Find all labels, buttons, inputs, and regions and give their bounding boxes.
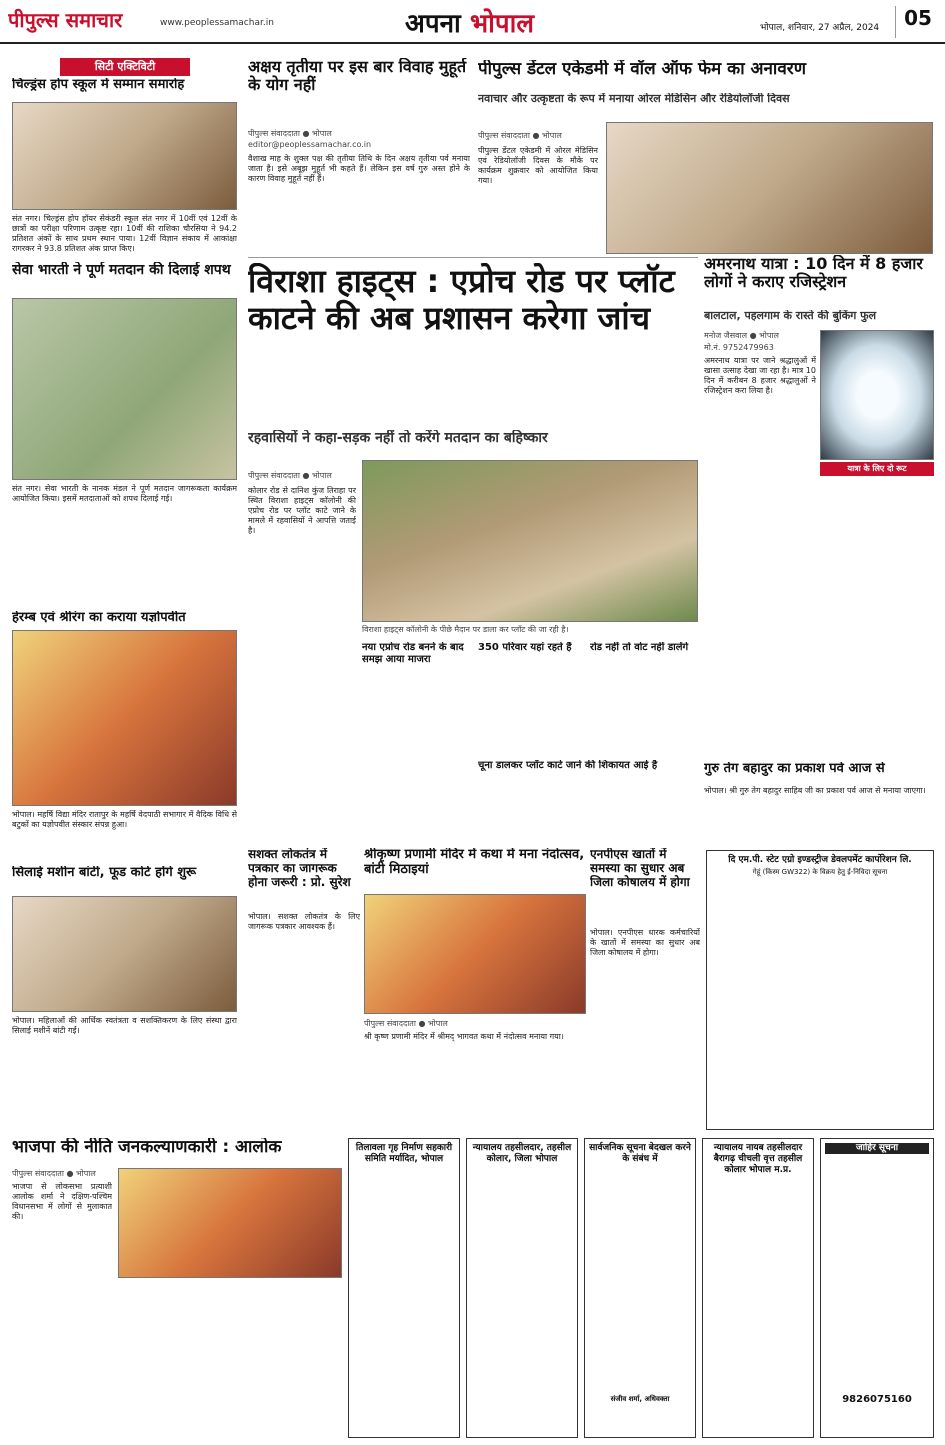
mp-agro-tender-ad [706, 850, 934, 1130]
amarnath-mobile: मो.नं. 9752479963 [704, 343, 774, 352]
dental-byline: पीपुल्स संवाददाता ● भोपाल [478, 131, 562, 140]
story-dental-subhead: नवाचार और उत्कृष्टता के रूप में मनाया ओरल मेडिसिन और रेडियोलॉजी दिवस [478, 93, 790, 105]
story-silai-head: सिलाई मशीन बांटी, फूड कोर्ट होंगे शुरू [12, 866, 197, 880]
divider [248, 257, 698, 258]
notice-jahir [820, 1138, 934, 1438]
virasha-side-head-2: रोड नहीं तो वोट नहीं डालेंगे [590, 642, 689, 653]
notice-jahir-title: जाहिर सूचना [825, 1143, 929, 1154]
notice-bairagarh-title: न्यायालय नायब तहसीलदार बैरागढ़ चीचली वृत्त तहसील कोलार भोपाल म.प्र. [713, 1143, 803, 1175]
story-amarnath-subhead: बालटाल, पहलगाम के रास्ते की बुकिंग फुल [704, 310, 877, 322]
bjp-photo [118, 1168, 342, 1278]
dateline: भोपाल, शनिवार, 27 अप्रैल, 2024 [760, 23, 880, 33]
amarnath-byline: मनोज जैसवाल ● भोपाल [704, 331, 779, 340]
story-dental-head: पीपुल्स डेंटल एकेडमी में वॉल ऑफ फेम का अनावरण [478, 60, 807, 79]
story-virasha-subhead: रहवासियों ने कहा-सड़क नहीं तो करेंगे मतदान का बहिष्कार [248, 430, 548, 446]
notice-tilawala-title: तिलावला गृह निर्माण सहकारी समिति मर्यादित, भोपाल [355, 1143, 453, 1164]
virasha-road-photo [362, 460, 698, 622]
virasha-byline: पीपुल्स संवाददाता ● भोपाल [248, 471, 332, 480]
notice-public-title: सार्वजनिक सूचना बेदखल करने के संबंध में [589, 1143, 691, 1164]
story-silai-body: भोपाल। महिलाओं की आर्थिक स्वतंत्रता व सशक्तिकरण के लिए संस्था द्वारा सिलाई मशीनें बांटी गईं। [12, 1016, 237, 1035]
notice-tilawala [348, 1138, 460, 1438]
story-seva-bharati-head: सेवा भारती ने पूर्ण मतदान की दिलाई शपथ [12, 262, 231, 278]
virasha-side-head-4: नया एप्रोच रोड बनने के बाद समझ आया माजरा [362, 642, 464, 665]
story-nps-body: भोपाल। एनपीएस धारक कर्मचारियों के खातों में समस्या का सुधार अब जिला कोषालय में होगा। [590, 928, 700, 957]
notice-public-name: संजीव शर्मा, अधिवक्ता [610, 1394, 670, 1403]
krishna-mandir-photo [364, 894, 586, 1014]
story-nps-head: एनपीएस खातों में समस्या का सुधार अब जिला कोषालय में होगा [590, 848, 690, 889]
story-loktantra-head: सशक्त लोकतंत्र में पत्रकार का जागरूक होना जरूरी : प्रो. सुरेश [248, 848, 351, 889]
story-guru-body: भोपाल। श्री गुरु तेग बहादुर साहिब जी का प्रकाश पर्व आज से मनाया जाएगा। [704, 786, 926, 795]
virasha-side-head-1: 350 परिवार यहां रहते हैं [478, 642, 572, 653]
story-yagyopavit-head: हेरम्ब एवं श्रीरंग का कराया यज्ञोपवीत [12, 611, 186, 625]
story-amarnath-head: अमरनाथ यात्रा : 10 दिन में 8 हजार लोगों ने कराए रजिस्ट्रेशन [704, 255, 923, 292]
story-krishna-head: श्रीकृष्ण प्रणामी मंदिर में कथा में मना नंदोत्सव, बांटी मिठाइयां [364, 848, 585, 877]
site-url: www.peoplessamachar.in [160, 18, 274, 28]
story-seva-bharati-body: संत नगर। सेवा भारती के नानक मंडल ने पूर्ण मतदान जागरूकता कार्यक्रम आयोजित किया। इसमें मतदाताओं को शपथ दिलाई गई। [12, 484, 237, 503]
school-photo [12, 102, 237, 210]
city-activity-tag: सिटी एक्टिविटी [60, 58, 190, 76]
krishna-byline: पीपुल्स संवाददाता ● भोपाल [364, 1019, 448, 1028]
story-akshaya-head: अक्षय तृतीया पर इस बार विवाह मुहूर्त के योग नहीं [248, 58, 467, 95]
story-virasha-body: कोलार रोड से दानिश कुंज तिराहा पर स्थित विराशा हाइट्स कॉलोनी की एप्रोच रोड पर प्लॉट काटे जाने के मामले में रहवासियों ने आपत्ति जताई है। [248, 486, 356, 535]
story-children-hope-body: संत नगर। चिल्ड्रंस होप हॉयर सेकंडरी स्कूल संत नगर में 10वीं एवं 12वीं के छात्रों का परीक्षा परिणाम उत्कृष्ट रहा। 10वीं की राशिका चौरसिया ने 94.2 प्रतिशत अंकों के साथ प्रथम स्थान पाया। 12वीं विज्ञान संकाय में आकांक्षा रागरकर ने 93.8 प्रतिशत अंक प्राप्त किए। [12, 214, 237, 253]
notice-public [584, 1138, 696, 1438]
story-bjp-head: भाजपा की नीति जनकल्याणकारी : आलोक [12, 1138, 282, 1157]
notice-tehsil-kolar-title: न्यायालय तहसीलदार, तहसील कोलार, जिला भोपाल [472, 1143, 572, 1164]
brand-logo: पीपुल्स समाचार [8, 8, 123, 32]
page-number: 05 [895, 6, 940, 38]
story-loktantra-body: भोपाल। सशक्त लोकतंत्र के लिए जागरूक पत्रकार आवश्यक हैं। [248, 912, 360, 931]
akshaya-byline: पीपुल्स संवाददाता ● भोपाल [248, 129, 332, 138]
virasha-photo-caption: विराशा हाइट्स कॉलोनी के पीछे मैदान पर डाला कर प्लॉट की जा रही है। [362, 625, 569, 634]
seva-bharati-photo [12, 298, 237, 480]
story-guru-head: गुरु तेग बहादुर का प्रकाश पर्व आज से [704, 762, 885, 776]
notice-jahir-contact: 9826075160 [842, 1393, 912, 1405]
bjp-byline: पीपुल्स संवाददाता ● भोपाल [12, 1169, 96, 1178]
dental-photo [606, 122, 933, 254]
yagyopavit-photo [12, 630, 237, 806]
silai-photo [12, 896, 237, 1012]
amarnath-caption: यात्रा के लिए दो रूट [820, 462, 934, 476]
notice-bairagarh [702, 1138, 814, 1438]
mp-agro-subtitle: गेहूं (किस्म GW322) के विक्रय हेतु ई-निविदा सूचना [752, 867, 888, 876]
virasha-side-head-3: चूना डालकर प्लॉट काटे जाने की शिकायत आई है [478, 760, 658, 771]
story-akshaya-body: वैशाख माह के शुक्ल पक्ष की तृतीया तिथि के दिन अक्षय तृतीया पर्व मनाया जाता है। इसे अबूझ मुहूर्त भी कहते हैं। लेकिन इस वर्ष गुरु अस्त होने के कारण विवाह मुहूर्त नहीं हैं। [248, 154, 470, 183]
story-yagyopavit-body: भोपाल। महर्षि विद्या मंदिर रातापुर के महर्षि वेदपाठी सभागार में वैदिक विधि से बटुकों का यज्ञोपवीत संस्कार संपन्न हुआ। [12, 810, 237, 829]
story-amarnath-body: अमरनाथ यात्रा पर जाने श्रद्धालुओं में खासा उत्साह देखा जा रहा है। मात्र 10 दिन में करीबन 8 हजार श्रद्धालुओं ने रजिस्ट्रेशन करा लिया है। [704, 356, 816, 395]
story-dental-body: पीपुल्स डेंटल एकेडमी में ओरल मेडिसिन एवं रेडियोलॉजी दिवस के मौके पर कार्यक्रम शुक्रवार को आयोजित किया गया। [478, 146, 598, 185]
section-title: अपना भोपाल [405, 9, 535, 38]
mp-agro-title: दि एम.पी. स्टेट एग्रो इण्डस्ट्रीज डेवलपमेंट कार्पोरेशन लि. [728, 855, 912, 865]
amarnath-shivling-photo [820, 330, 934, 460]
story-krishna-body: श्री कृष्ण प्रणामी मंदिर में श्रीमद् भागवत कथा में नंदोत्सव मनाया गया। [364, 1032, 564, 1041]
story-virasha-head: विराशा हाइट्स : एप्रोच रोड पर प्लॉट काटने की अब प्रशासन करेगा जांच [248, 263, 675, 337]
notice-tehsil-kolar [466, 1138, 578, 1438]
story-bjp-body: भाजपा से लोकसभा प्रत्याशी आलोक शर्मा ने दक्षिण-पश्चिम विधानसभा में लोगों से मुलाकात की। [12, 1182, 112, 1221]
akshaya-email: editor@peoplessamachar.co.in [248, 140, 372, 149]
story-children-hope-head: चिल्ड्रंस होप स्कूल में सम्मान समारोह [12, 78, 185, 92]
